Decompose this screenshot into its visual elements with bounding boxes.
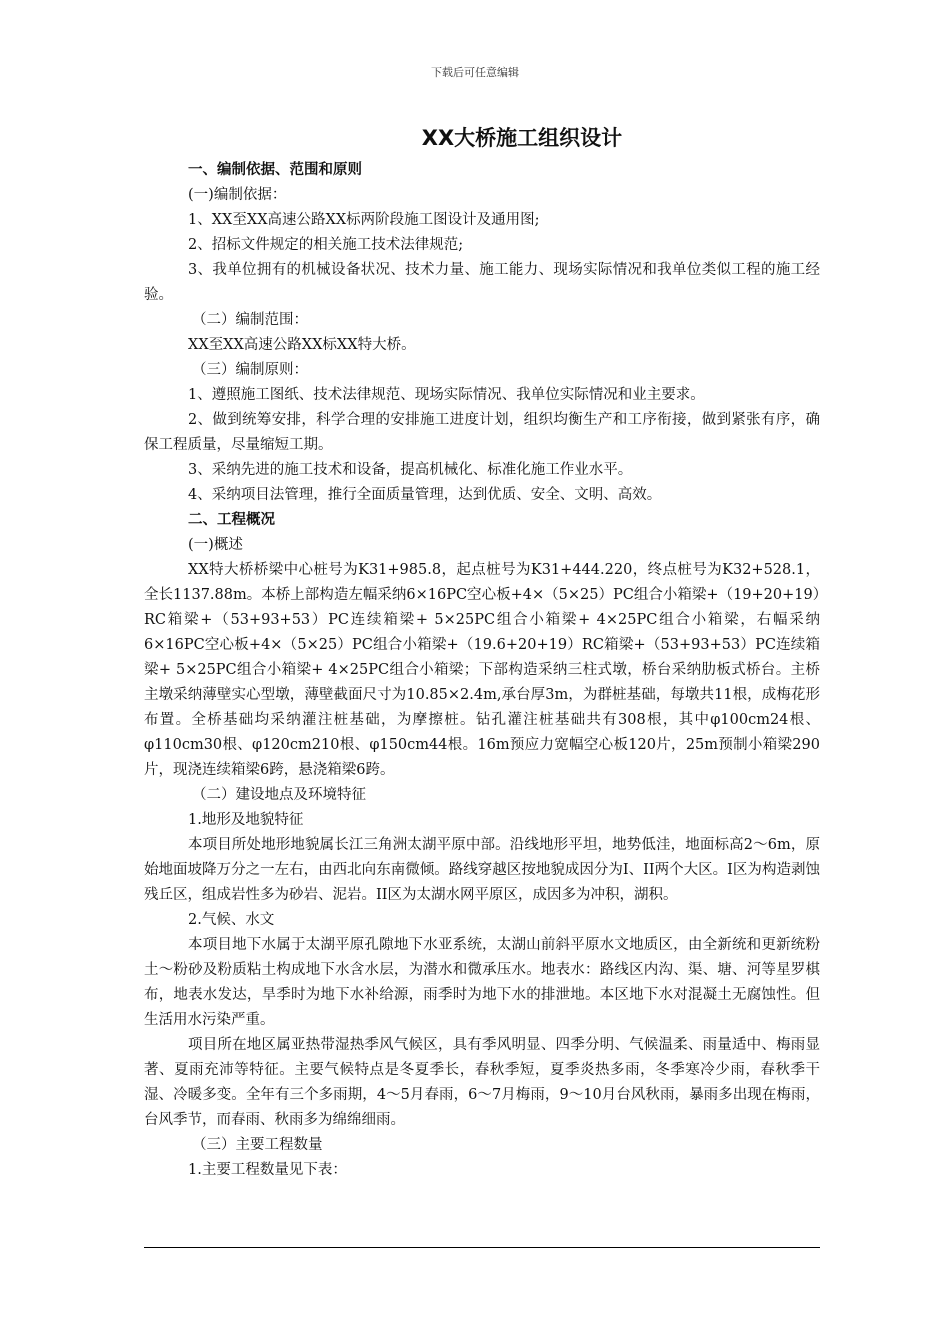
scope-paragraph: XX至XX高速公路XX标XX特大桥。	[188, 337, 416, 353]
basis-item-3: 3、我单位拥有的机械设备状况、技术力量、施工能力、现场实际情况和我单位类似工程的施工经验。	[144, 262, 820, 303]
terrain-paragraph: 本项目所处地形地貌属长江三角洲太湖平原中部。沿线地形平坦，地势低洼，地面标高2～6m，原始地面坡降万分之一左右，由西北向东南微倾。路线穿越区按地貌成因分为I、II两个大区。I区为构造剥蚀残丘区，组成岩性多为砂岩、泥岩。II区为太湖水网平原区，成因多为冲积，湖积。	[144, 837, 820, 903]
hydrology-paragraph: 本项目地下水属于太湖平原孔隙地下水亚系统，太湖山前斜平原水文地质区，由全新统和更新统粉土～粉砂及粉质粘土构成地下水含水层，为潜水和微承压水。地表水：路线区内沟、渠、塘、河等星罗棋布，地表水发达，旱季时为地下水补给源，雨季时为地下水的排泄地。本区地下水对混凝土无腐蚀性。但生活用水污染严重。	[144, 937, 820, 1028]
principle-item-2: 2、做到统筹安排，科学合理的安排施工进度计划，组织均衡生产和工序衔接，做到紧张有序，确保工程质量，尽量缩短工期。	[144, 412, 820, 453]
section-2-subheading-overview: (一)概述	[188, 537, 243, 553]
page-header: 下载后可任意编辑	[431, 66, 519, 79]
basis-item-2: 2、招标文件规定的相关施工技术法律规范;	[188, 237, 464, 253]
section-1-subheading-scope: （二）编制范围：	[192, 312, 308, 328]
principle-item-1: 1、遵照施工图纸、技术法律规范、现场实际情况、我单位实际情况和业主要求。	[188, 387, 705, 403]
section-1-heading: 一、编制依据、范围和原则	[188, 162, 362, 178]
section-1-subheading-basis: (一)编制依据：	[188, 187, 287, 203]
principle-item-3: 3、采纳先进的施工技术和设备，提高机械化、标准化施工作业水平。	[188, 462, 633, 478]
section-2-subheading-quantities: （三）主要工程数量	[192, 1137, 323, 1153]
climate-paragraph: 项目所在地区属亚热带湿热季风气候区，具有季风明显、四季分明、气候温柔、雨量适中、梅雨显著、夏雨充沛等特征。主要气候特点是冬夏季长，春秋季短，夏季炎热多雨，冬季寒冷少雨，春秋季干湿、冷暖多变。全年有三个多雨期，4～5月春雨，6～7月梅雨，9～10月台风秋雨，暴雨多出现在梅雨，台风季节，而春雨、秋雨多为绵绵细雨。	[144, 1037, 820, 1128]
document-title: XX大桥施工组织设计	[421, 126, 623, 150]
footer-divider	[144, 1247, 820, 1248]
section-1-subheading-principles: （三）编制原则：	[192, 362, 308, 378]
basis-item-1: 1、XX至XX高速公路XX标两阶段施工图设计及通用图;	[188, 212, 540, 228]
document-body	[144, 118, 820, 1183]
terrain-title: 1.地形及地貌特征	[188, 812, 304, 828]
section-2-subheading-site: （二）建设地点及环境特征	[192, 787, 366, 803]
climate-hydrology-title: 2.气候、水文	[188, 912, 275, 928]
principle-item-4: 4、采纳项目法管理，推行全面质量管理，达到优质、安全、文明、高效。	[188, 487, 662, 503]
overview-paragraph: XX特大桥桥梁中心桩号为K31+985.8，起点桩号为K31+444.220，终点桩号为K32+528.1，全长1137.88m。本桥上部构造左幅采纳6×16PC空心板+4×（5×25）PC组合小箱梁+（19+20+19）RC箱梁+（53+93+53）PC连续箱梁+ 5×25PC组合小箱梁+ 4×25PC组合小箱梁，右幅采纳6×16PC空心板+4×（5×25）PC组合小箱梁+（19.6+20+19）RC箱梁+（53+93+53）PC连续箱梁+ 5×25PC组合小箱梁+ 4×25PC组合小箱梁；下部构造采纳三柱式墩，桥台采纳肋板式桥台。主桥主墩采纳薄壁实心型墩，薄壁截面尺寸为10.85×2.4m,承台厚3m，为群桩基础，每墩共11根，成梅花形布置。全桥基础均采纳灌注桩基础，为摩擦桩。钻孔灌注桩基础共有308根，其中φ100cm24根、φ110cm30根、φ120cm210根、φ150cm44根。16m预应力宽幅空心板120片，25m预制小箱梁290片，现浇连续箱梁6跨，悬浇箱梁6跨。	[144, 562, 820, 778]
quantities-intro: 1.主要工程数量见下表：	[188, 1162, 347, 1178]
section-2-heading: 二、工程概况	[188, 512, 275, 528]
